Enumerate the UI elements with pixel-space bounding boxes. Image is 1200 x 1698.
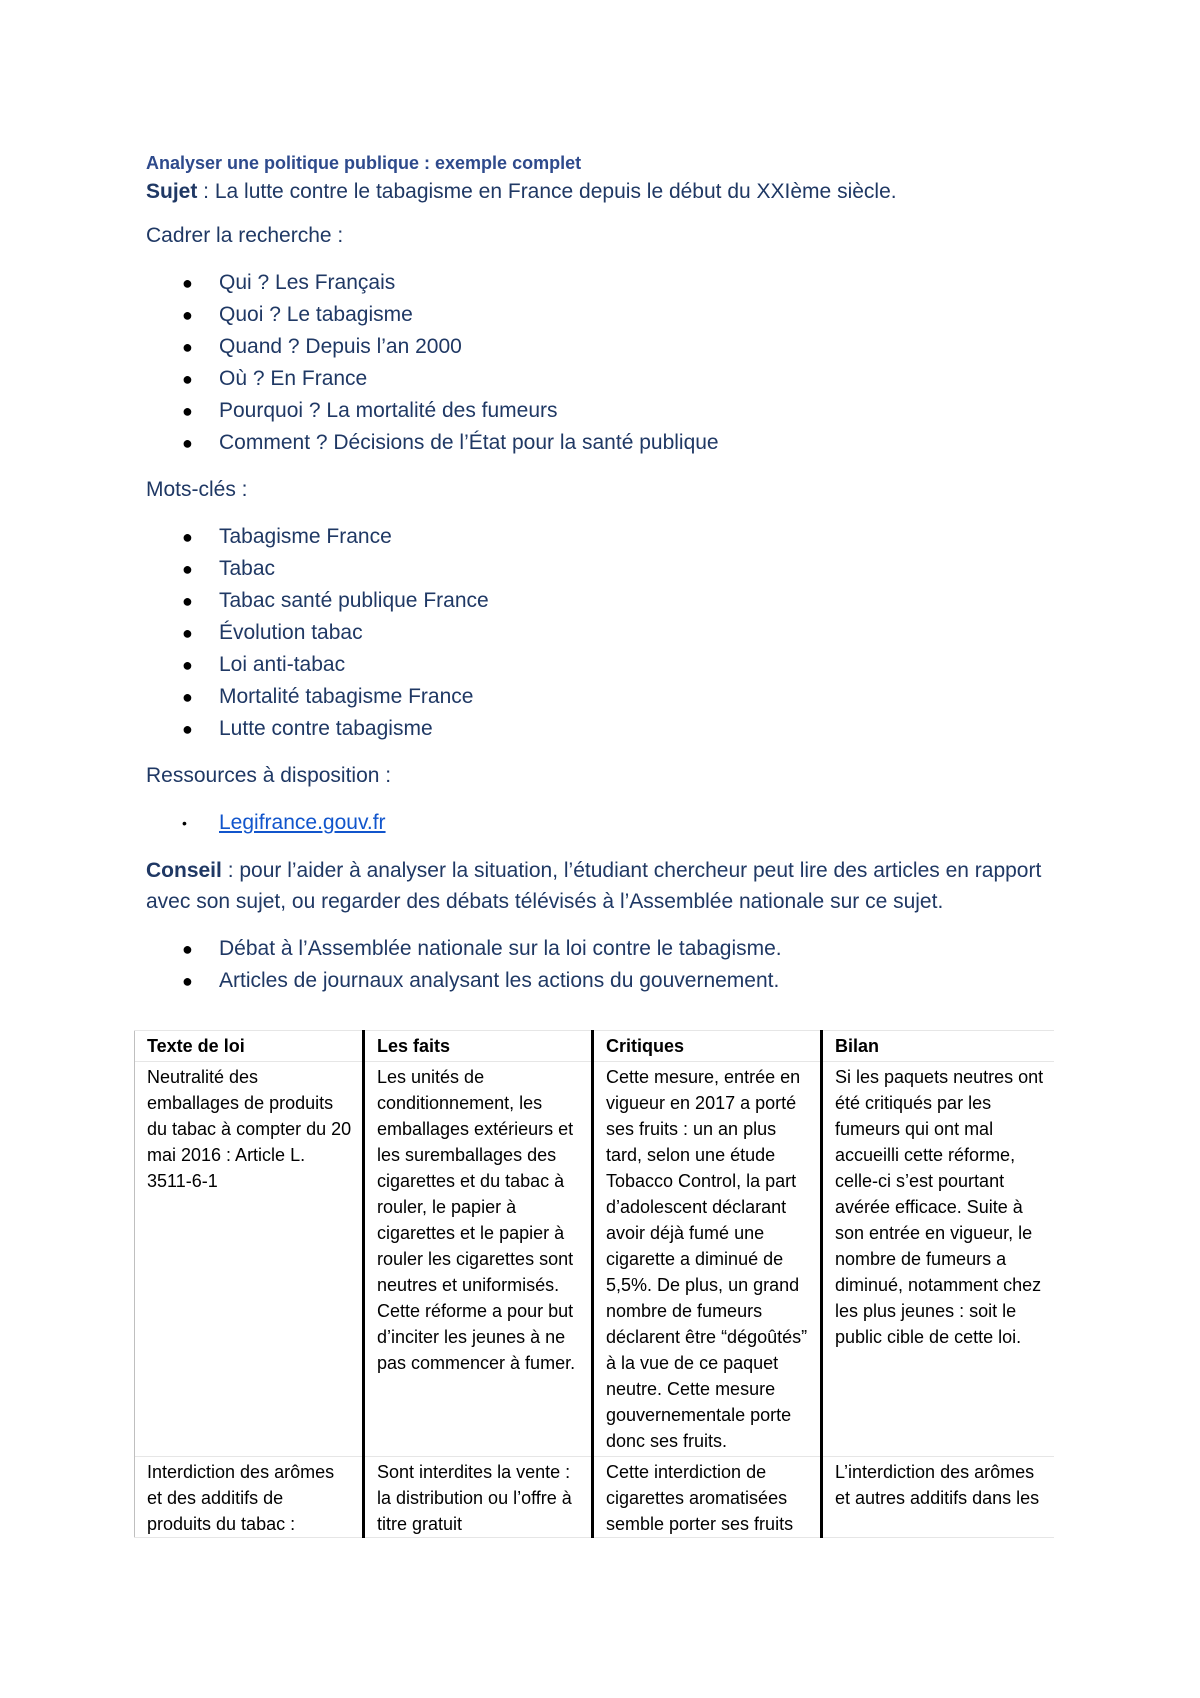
list-item: ● Où ? En France bbox=[146, 363, 1066, 395]
header-criticism: Critiques bbox=[593, 1031, 822, 1062]
bullet-icon: ● bbox=[182, 971, 193, 991]
bullet-icon: ● bbox=[182, 939, 193, 959]
header-assessment: Bilan bbox=[822, 1031, 1054, 1062]
list-item: ● Quand ? Depuis l’an 2000 bbox=[146, 331, 1066, 363]
table-header-row bbox=[135, 1031, 1054, 1062]
list-item: ● Mortalité tabagisme France bbox=[146, 681, 1066, 713]
bullet-icon: ● bbox=[182, 655, 193, 675]
list-item: ● Quoi ? Le tabagisme bbox=[146, 299, 1066, 331]
advice-list bbox=[146, 933, 1066, 997]
bullet-icon: ● bbox=[182, 591, 193, 611]
bullet-icon: ● bbox=[182, 527, 193, 547]
bullet-icon: ● bbox=[182, 719, 193, 739]
list-item: ● Tabac santé publique France bbox=[146, 585, 1066, 617]
bullet-icon: ● bbox=[182, 305, 193, 325]
legifrance-link[interactable]: Legifrance.gouv.fr bbox=[219, 811, 386, 834]
table-cell: Interdiction des arômes et des additifs de produits du tabac : bbox=[135, 1457, 364, 1538]
subject-text: : La lutte contre le tabagisme en France depuis le début du XXIème siècle. bbox=[197, 180, 897, 203]
law-analysis-table bbox=[134, 1030, 1054, 1538]
list-item: ● Comment ? Décisions de l’État pour la santé publique bbox=[146, 427, 1066, 459]
header-law-text: Texte de loi bbox=[135, 1031, 364, 1062]
table-cell: Les unités de conditionnement, les emballages extérieurs et les suremballages des cigarettes et du tabac à rouler, le papier à cigarettes et le papier à rouler les cigarettes sont neutres et uniformisés. Cette réforme a pour but d’inciter les jeunes à ne pas commencer à fumer. bbox=[364, 1062, 593, 1457]
resources-heading: Ressources à disposition : bbox=[146, 764, 392, 787]
list-item: ● Lutte contre tabagisme bbox=[146, 713, 1066, 745]
advice-label: Conseil bbox=[146, 859, 222, 882]
table-cell: Si les paquets neutres ont été critiqués par les fumeurs qui ont mal accueilli cette réforme, celle-ci s’est pourtant avérée efficace. Suite à son entrée en vigueur, le nombre de fumeurs a diminué, notamment chez les plus jeunes : soit le public cible de cette loi. bbox=[822, 1062, 1054, 1457]
document-title: Analyser une politique publique : exemple complet bbox=[146, 153, 582, 173]
bullet-icon: ● bbox=[182, 273, 193, 293]
subject-label: Sujet bbox=[146, 180, 198, 203]
table-cell: Cette interdiction de cigarettes aromatisées semble porter ses fruits bbox=[593, 1457, 822, 1538]
bullet-icon: ● bbox=[182, 687, 193, 707]
list-item: ● Pourquoi ? La mortalité des fumeurs bbox=[146, 395, 1066, 427]
bullet-icon: • bbox=[182, 815, 187, 831]
list-item: ● Tabac bbox=[146, 553, 1066, 585]
bullet-icon: ● bbox=[182, 369, 193, 389]
resources-list bbox=[146, 807, 1066, 839]
list-item: ● Qui ? Les Français bbox=[146, 267, 1066, 299]
table-row bbox=[135, 1062, 1054, 1457]
table-cell: Sont interdites la vente : la distribution ou l’offre à titre gratuit bbox=[364, 1457, 593, 1538]
list-item bbox=[146, 807, 1066, 839]
framing-heading: Cadrer la recherche : bbox=[146, 224, 344, 247]
framing-list bbox=[146, 267, 1066, 459]
bullet-icon: ● bbox=[182, 337, 193, 357]
list-item: ● Loi anti-tabac bbox=[146, 649, 1066, 681]
table-cell: L’interdiction des arômes et autres additifs dans les bbox=[822, 1457, 1054, 1538]
keywords-list bbox=[146, 521, 1066, 745]
advice-text: : pour l’aider à analyser la situation, l’étudiant chercheur peut lire des articles en rapport avec son sujet, ou regarder des débats télévisés à l’Assemblée nationale sur ce sujet. bbox=[146, 859, 1042, 913]
table-cell: Neutralité des emballages de produits du tabac à compter du 20 mai 2016 : Article L. 3511-6-1 bbox=[135, 1062, 364, 1457]
bullet-icon: ● bbox=[182, 401, 193, 421]
list-item: ● Tabagisme France bbox=[146, 521, 1066, 553]
list-item: ● Évolution tabac bbox=[146, 617, 1066, 649]
bullet-icon: ● bbox=[182, 623, 193, 643]
bullet-icon: ● bbox=[182, 559, 193, 579]
list-item: ● Débat à l’Assemblée nationale sur la loi contre le tabagisme. bbox=[146, 933, 1066, 965]
document-page bbox=[146, 150, 1066, 1013]
header-facts: Les faits bbox=[364, 1031, 593, 1062]
subject-line bbox=[146, 176, 1066, 207]
list-item: ● Articles de journaux analysant les actions du gouvernement. bbox=[146, 965, 1066, 997]
keywords-heading: Mots-clés : bbox=[146, 478, 248, 501]
table-row bbox=[135, 1457, 1054, 1538]
advice-paragraph bbox=[146, 855, 1066, 917]
table-cell: Cette mesure, entrée en vigueur en 2017 a porté ses fruits : un an plus tard, selon une étude Tobacco Control, la part d’adolescent déclarant avoir déjà fumé une cigarette a diminué de 5,5%. De plus, un grand nombre de fumeurs déclarent être “dégoûtés” à la vue de ce paquet neutre. Cette mesure gouvernementale porte donc ses fruits. bbox=[593, 1062, 822, 1457]
bullet-icon: ● bbox=[182, 433, 193, 453]
